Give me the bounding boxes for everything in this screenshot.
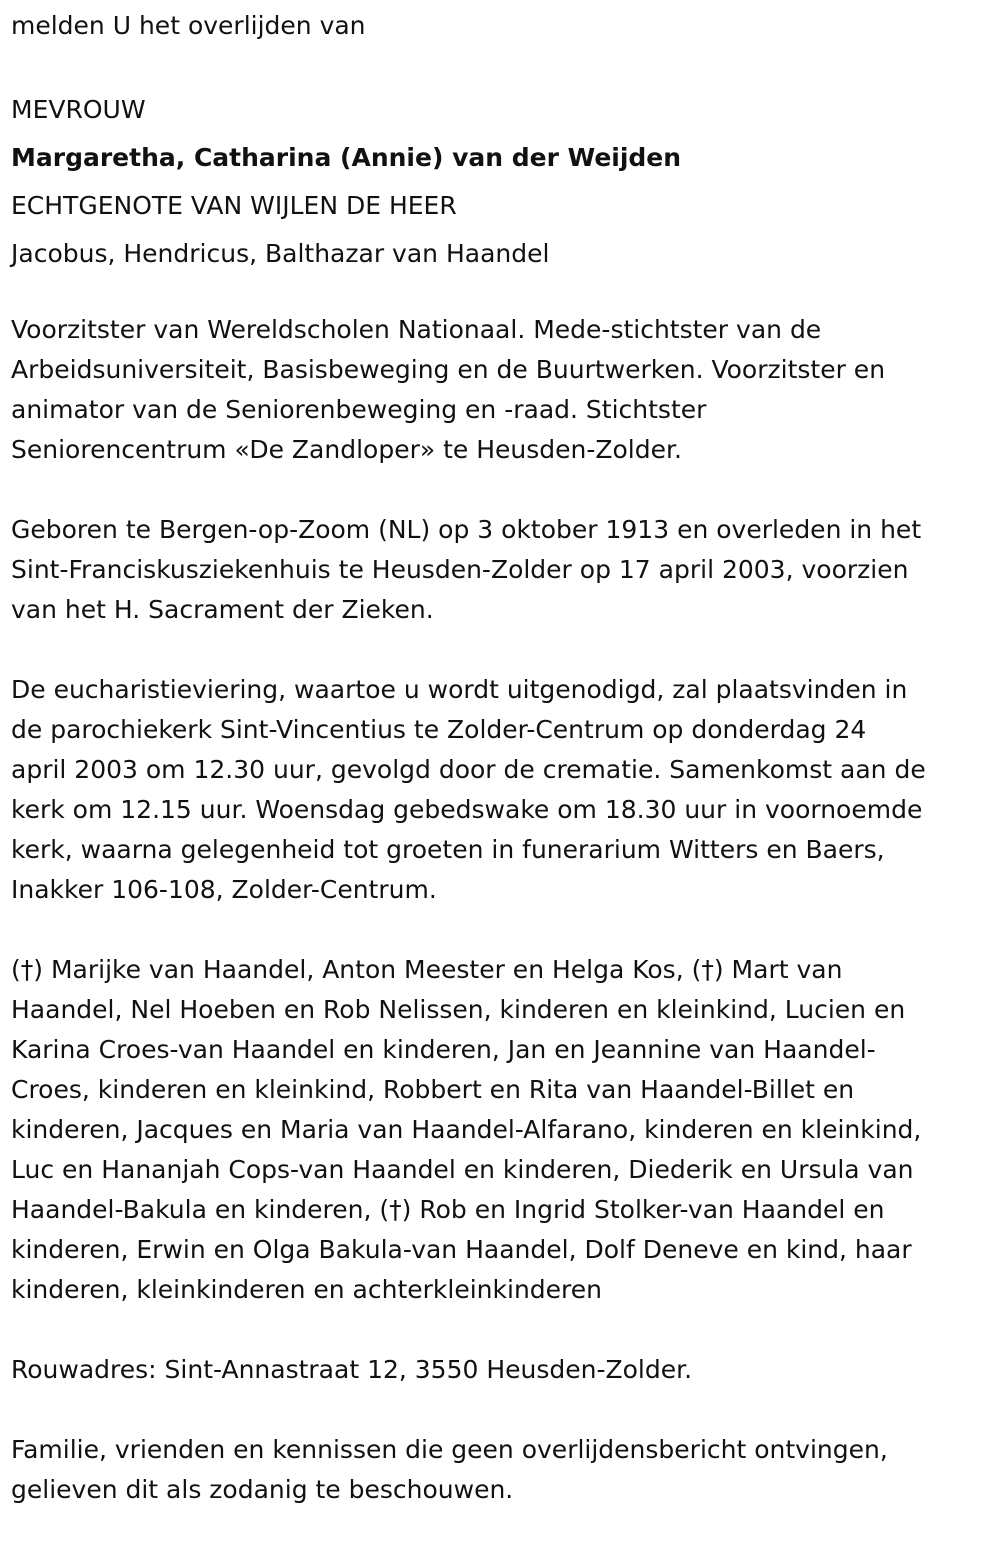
names-block (11, 86, 681, 278)
family-line: kinderen, Erwin en Olga Bakula-van Haandel, Dolf Deneve en kind, haar (11, 1235, 912, 1264)
ceremony-paragraph (11, 670, 986, 910)
family-line: kinderen, Jacques en Maria van Haandel-Alfarano, kinderen en kleinkind, (11, 1115, 922, 1144)
deceased-name: Margaretha, Catharina (Annie) van der Weijden (11, 143, 682, 172)
family-line: Karina Croes-van Haandel en kinderen, Jan en Jeannine van Haandel- (11, 1035, 876, 1064)
ceremony-line: De eucharistieviering, waartoe u wordt uitgenodigd, zal plaatsvinden in (11, 675, 908, 704)
family-line: Croes, kinderen en kleinkind, Robbert en Rita van Haandel-Billet en (11, 1075, 855, 1104)
family-line: Haandel-Bakula en kinderen, (†) Rob en Ingrid Stolker-van Haandel en (11, 1195, 885, 1224)
spouse-prefix: ECHTGENOTE VAN WIJLEN DE HEER (11, 191, 457, 220)
address-line: Rouwadres: Sint-Annastraat 12, 3550 Heusden-Zolder. (11, 1355, 693, 1384)
closing-line: Familie, vrienden en kennissen die geen overlijdensbericht ontvingen, (11, 1435, 888, 1464)
ceremony-line: Inakker 106-108, Zolder-Centrum. (11, 875, 437, 904)
ceremony-line: april 2003 om 12.30 uur, gevolgd door de crematie. Samenkomst aan de (11, 755, 926, 784)
birth-death-line: Sint-Franciskusziekenhuis te Heusden-Zolder op 17 april 2003, voorzien (11, 555, 909, 584)
biography-line: Voorzitster van Wereldscholen Nationaal. Mede-stichtster van de (11, 315, 822, 344)
biography-line: Arbeidsuniversiteit, Basisbeweging en de Buurtwerken. Voorzitster en (11, 355, 886, 384)
intro-text: melden U het overlijden van (11, 11, 366, 40)
biography-line: Seniorencentrum «De Zandloper» te Heusden-Zolder. (11, 435, 682, 464)
closing-line: gelieven dit als zodanig te beschouwen. (11, 1475, 514, 1504)
birth-death-line: van het H. Sacrament der Zieken. (11, 595, 434, 624)
biography-line: animator van de Seniorenbeweging en -raad. Stichtster (11, 395, 707, 424)
family-line: (†) Marijke van Haandel, Anton Meester en Helga Kos, (†) Mart van (11, 955, 843, 984)
birth-death-paragraph (11, 510, 986, 630)
body-text (11, 310, 986, 1550)
ceremony-line: kerk, waarna gelegenheid tot groeten in funerarium Witters en Baers, (11, 835, 885, 864)
birth-death-line: Geboren te Bergen-op-Zoom (NL) op 3 oktober 1913 en overleden in het (11, 515, 922, 544)
closing-paragraph (11, 1430, 986, 1510)
ceremony-line: de parochiekerk Sint-Vincentius te Zolder-Centrum op donderdag 24 (11, 715, 867, 744)
address-paragraph (11, 1350, 986, 1390)
family-paragraph (11, 950, 986, 1310)
title-prefix: MEVROUW (11, 95, 146, 124)
ceremony-line: kerk om 12.15 uur. Woensdag gebedswake om 18.30 uur in voornoemde (11, 795, 923, 824)
family-line: kinderen, kleinkinderen en achterkleinkinderen (11, 1275, 602, 1304)
biography-paragraph (11, 310, 986, 470)
family-line: Luc en Hananjah Cops-van Haandel en kinderen, Diederik en Ursula van (11, 1155, 914, 1184)
family-line: Haandel, Nel Hoeben en Rob Nelissen, kinderen en kleinkind, Lucien en (11, 995, 906, 1024)
spouse-name: Jacobus, Hendricus, Balthazar van Haandel (11, 239, 550, 268)
